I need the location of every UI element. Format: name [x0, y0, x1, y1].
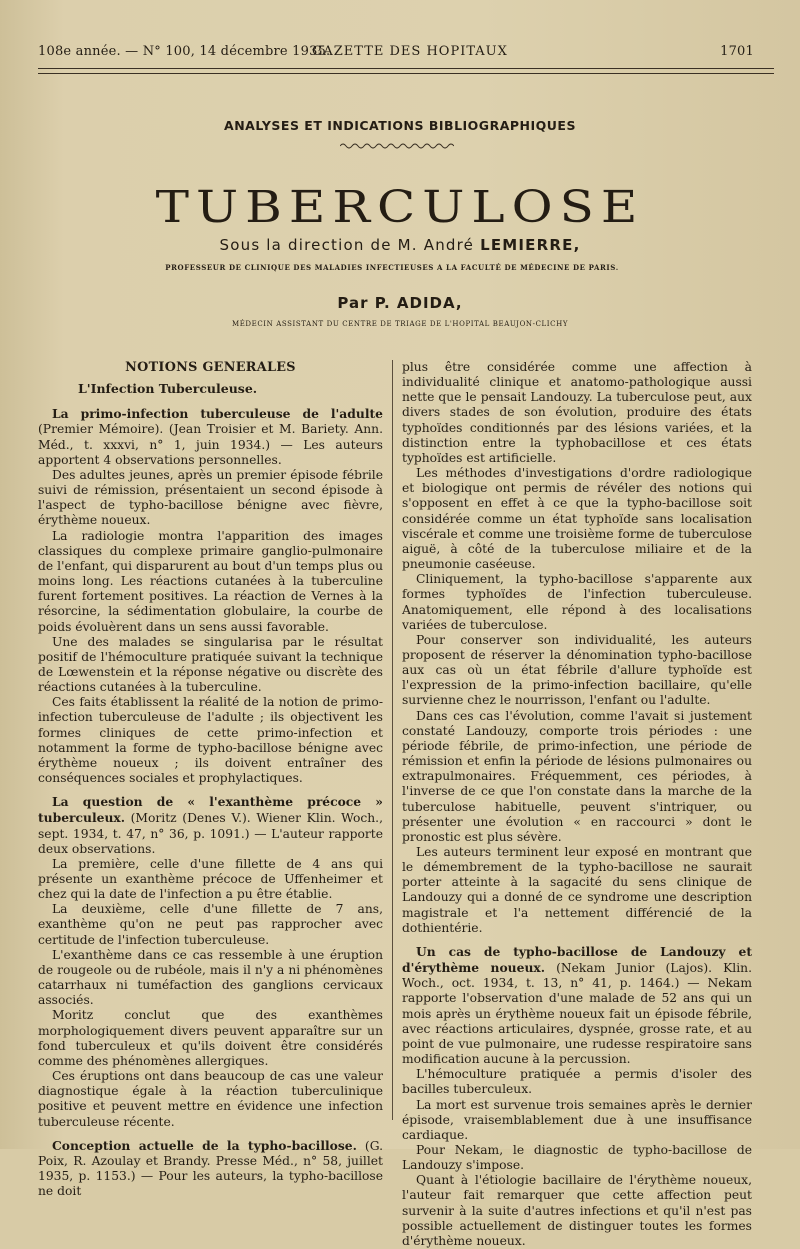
- paragraph: Pour conserver son individualité, les auteurs proposent de réserver la dénomination typho-bacillose aux cas où un état fébrile d'allure typhoïde est l'expression de la primo-infection bacillaire, qu'elle survienne chez le nourrisson, l'enfant ou l'adulte.: [402, 632, 752, 708]
- direction-line: [0, 236, 800, 254]
- paragraph: plus être considérée comme une affection à individualité clinique et anatomo-pathologique aussi nette que le pensait Landouzy. La tuberculose peut, aux divers stades de son évolution, produire des états typhoïdes conditionnés par des lésions variées, et la distinction entre la typhobacillose et ces états typhoïdes est artificielle.: [402, 360, 752, 465]
- paragraph: Ces faits établissent la réalité de la notion de primo-infection tuberculeuse de l'adulte ; ils objectivent les formes cliniques de cette primo-infection et notamment la forme de typho-bacillose bénigne avec érythème noueux ; ils doivent entraîner des conséquences sociales et prophylactiques.: [38, 695, 383, 786]
- author-line: Par P. ADIDA,: [337, 294, 463, 312]
- paragraph: La première, celle d'une fillette de 4 ans qui présente un exanthème précoce de Uffenheimer et chez qui la date de l'infection a pu être établie.: [38, 856, 383, 902]
- header-rule: [38, 68, 774, 69]
- right-column: [402, 360, 752, 1249]
- paragraph: Quant à l'étiologie bacillaire de l'érythème noueux, l'auteur fait remarquer que cette affection peut survenir à la suite d'autres infections et qu'il n'est pas possible actuellement de distinguer toutes les formes d'érythème noueux.: [402, 1173, 752, 1248]
- subsection-heading: L'Infection Tuberculeuse.: [78, 381, 258, 397]
- article-reference: (G. Poix, R. Azoulay et Brandy. Presse Méd., n° 58, juillet 1935, p. 1153.) — Pour les auteurs, la typho-bacillose ne doit: [38, 1138, 383, 1199]
- journal-name: GAZETTE DES HOPITAUX: [312, 44, 508, 59]
- paragraph: Ces éruptions ont dans beaucoup de cas une valeur diagnostique égale à la réaction tuberculinique positive et peuvent mettre en évidence une infection tuberculeuse récente.: [38, 1069, 383, 1129]
- ornament-divider: [340, 142, 454, 150]
- paragraph: Moritz conclut que des exanthèmes morphologiquement divers peuvent apparaître sur un fond tuberculeux et qu'ils doivent être considérés comme des phénomènes allergiques.: [38, 1008, 383, 1068]
- paragraph: La radiologie montra l'apparition des images classiques du complexe primaire ganglio-pulmonaire de l'enfant, qui disparurent au bout d'un temps plus ou moins long. Les réactions cutanées à la tuberculine furent fortement positives. La réaction de Vernes à la résorcine, la sédimentation globulaire, la courbe de poids évoluèrent dans un sens aussi favorable.: [38, 528, 383, 634]
- page-title: TUBERCULOSE: [155, 181, 645, 233]
- paragraph: L'hémoculture pratiquée a permis d'isoler des bacilles tuberculeux.: [402, 1067, 752, 1097]
- article-primo-infection: [38, 406, 383, 468]
- paragraph: Cliniquement, la typho-bacillose s'apparente aux formes typhoïdes de l'infection tuberculeuse. Anatomiquement, elle répond à des localisations variées de tuberculose.: [402, 572, 752, 632]
- left-column: [38, 360, 383, 1199]
- issue-info: 108e année. — N° 100, 14 décembre 1935.: [38, 44, 331, 59]
- paragraph: Les auteurs terminent leur exposé en montrant que le démembrement de la typho-bacillose ne saurait porter atteinte à la sagacité du sens clinique de Landouzy qui a donné de ce syndrome une description magistrale et l'a nettement différencié de la dothientérie.: [402, 845, 752, 935]
- paragraph: Dans ces cas l'évolution, comme l'avait si justement constaté Landouzy, comporte trois périodes : une période fébrile, de primo-infection, une période de rémission et enfin la période de lésions pulmonaires ou extrapulmonaires. Fréquemment, ces périodes, à l'inverse de ce que l'on constate dans la marche de la tuberculose habituelle, peuvent s'intriquer, ou présenter une évolution « en raccourci » dont le pronostic est plus sévère.: [402, 708, 752, 844]
- article-title: La primo-infection tuberculeuse de l'adulte: [52, 406, 383, 422]
- article-landouzy: [402, 944, 752, 1067]
- author-role: MÉDECIN ASSISTANT DU CENTRE DE TRIAGE DE L'HOPITAL BEAUJON-CLICHY: [231, 320, 569, 328]
- column-divider: [392, 360, 393, 1120]
- article-reference: (Nekam Junior (Lajos). Klin. Woch., oct. 1934, t. 13, n° 41, p. 1464.) — Nekam rapporte l'observation d'une malade de 52 ans qui un mois après un érythème noueux fait un épisode fébrile, avec réactions articulaires, dyspnée, grosse rate, et au point de vue pulmonaire, une rudesse respiratoire sans modification aucune à la percussion.: [402, 961, 752, 1067]
- page-number: 1701: [720, 44, 754, 59]
- paragraph: Pour Nekam, le diagnostic de typho-bacillose de Landouzy s'impose.: [402, 1142, 752, 1173]
- paragraph: L'exanthème dans ce cas ressemble à une éruption de rougeole ou de rubéole, mais il n'y a ni phénomènes catarrhaux ni tuméfaction des ganglions cervicaux associés.: [38, 947, 383, 1008]
- director-name: LEMIERRE,: [480, 236, 581, 254]
- direction-prefix: Sous la direction de M. André: [219, 236, 481, 254]
- article-reference: (Premier Mémoire). (Jean Troisier et M. Bariety. Ann. Méd., t. xxxvi, n° 1, juin 1934.) — Les auteurs apportent 4 observations personnelles.: [38, 422, 383, 467]
- article-typho-bacillose: [38, 1138, 383, 1200]
- paragraph: La mort est survenue trois semaines après le dernier épisode, vraisemblablement due à une insuffisance cardiaque.: [402, 1097, 752, 1142]
- paragraph: Une des malades se singularisa par le résultat positif de l'hémoculture pratiquée suivant la technique de Lœwenstein et la réponse négative ou discrète des réactions cutanées à la tuberculine.: [38, 634, 383, 695]
- director-role: PROFESSEUR DE CLINIQUE DES MALADIES INFECTIEUSES A LA FACULTÉ DE MÉDECINE DE PARIS.: [165, 263, 619, 272]
- article-reference: (Moritz (Denes V.). Wiener Klin. Woch., sept. 1934, t. 47, n° 36, p. 1091.) — L'auteur rapporte deux observations.: [38, 811, 383, 856]
- article-title: Un cas de typho-bacillose de Landouzy et d'érythème noueux.: [402, 943, 752, 976]
- paragraph: La deuxième, celle d'une fillette de 7 ans, exanthème qu'on ne peut pas rapprocher avec certitude de l'infection tuberculeuse.: [38, 902, 383, 947]
- paragraph: Des adultes jeunes, après un premier épisode fébrile suivi de rémission, présentaient un second épisode à l'aspect de typho-bacillose bénigne avec fièvre, érythème noueux.: [38, 467, 383, 528]
- section-heading: NOTIONS GENERALES: [125, 360, 296, 375]
- article-exantheme: [38, 794, 383, 857]
- article-title: Conception actuelle de la typho-bacillose.: [52, 1137, 357, 1153]
- article-title: La question de « l'exanthème précoce » tuberculeux.: [38, 794, 383, 826]
- paragraph: Les méthodes d'investigations d'ordre radiologique et biologique ont permis de révéler des notions qui s'opposent en effet à ce que la typho-bacillose soit considérée comme un état typhoïde sans localisation viscérale et comme une troisième forme de tuberculose aiguë, à côté de la tuberculose miliaire et de la pneumonie caséeuse.: [402, 466, 752, 572]
- section-title: ANALYSES ET INDICATIONS BIBLIOGRAPHIQUES: [224, 118, 576, 133]
- header-rule-thin: [38, 73, 774, 74]
